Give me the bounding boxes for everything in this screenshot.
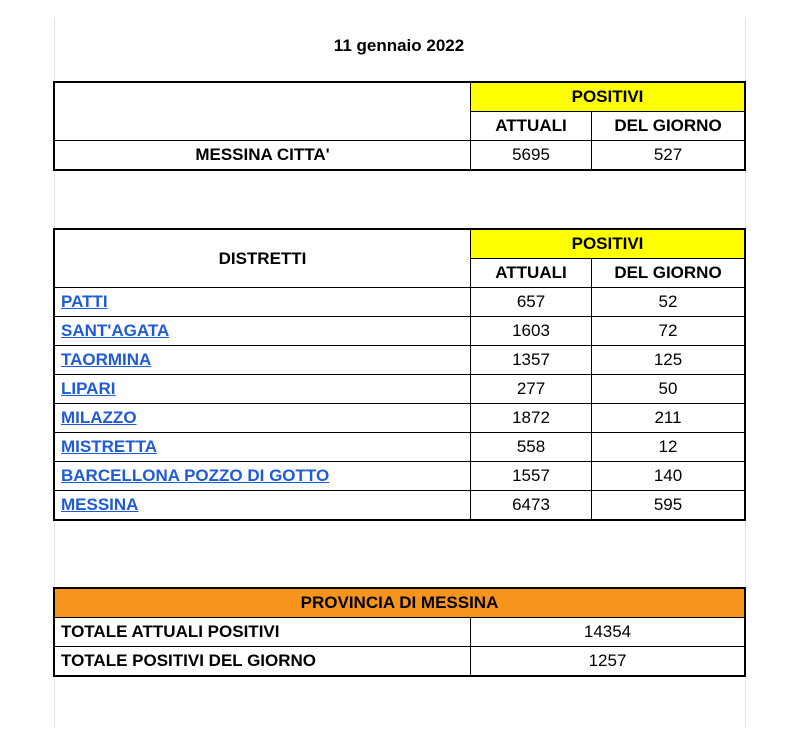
province-table (54, 588, 745, 676)
district-link-barcellona[interactable]: BARCELLONA POZZO DI GOTTO (61, 466, 330, 485)
district-del-giorno: 125 (592, 346, 745, 375)
district-attuali: 277 (471, 375, 592, 404)
district-del-giorno: 595 (592, 491, 745, 520)
district-attuali: 558 (471, 433, 592, 462)
district-cell (55, 317, 471, 346)
districts-col-attuali: ATTUALI (471, 259, 592, 288)
city-del-giorno-value: 527 (592, 141, 745, 170)
district-cell (55, 346, 471, 375)
district-link-mistretta[interactable]: MISTRETTA (61, 437, 158, 456)
districts-header-label: DISTRETTI (55, 230, 471, 288)
city-table (54, 82, 745, 170)
table-row (55, 346, 745, 375)
district-del-giorno: 52 (592, 288, 745, 317)
city-header-empty (55, 83, 471, 141)
district-link-lipari[interactable]: LIPARI (61, 379, 116, 398)
district-link-santagata[interactable]: SANT'AGATA (61, 321, 170, 340)
province-row-label: TOTALE POSITIVI DEL GIORNO (55, 647, 471, 676)
district-attuali: 1603 (471, 317, 592, 346)
province-title: PROVINCIA DI MESSINA (55, 589, 745, 618)
city-attuali-value: 5695 (471, 141, 592, 170)
report-date: 11 gennaio 2022 (333, 36, 465, 55)
district-cell (55, 375, 471, 404)
table-row (55, 404, 745, 433)
district-cell (55, 288, 471, 317)
table-row (55, 618, 745, 647)
table-row (55, 317, 745, 346)
district-del-giorno: 12 (592, 433, 745, 462)
province-row-value: 14354 (471, 618, 745, 647)
province-row-label: TOTALE ATTUALI POSITIVI (55, 618, 471, 647)
districts-table (54, 229, 745, 520)
city-row-label: MESSINA CITTA' (55, 141, 471, 170)
district-del-giorno: 211 (592, 404, 745, 433)
district-cell (55, 433, 471, 462)
district-del-giorno: 140 (592, 462, 745, 491)
city-col-attuali: ATTUALI (471, 112, 592, 141)
districts-positivi-header: POSITIVI (471, 230, 745, 259)
district-attuali: 1557 (471, 462, 592, 491)
districts-col-del-giorno: DEL GIORNO (592, 259, 745, 288)
table-row (55, 462, 745, 491)
province-row-value: 1257 (471, 647, 745, 676)
table-row (55, 433, 745, 462)
table-row (55, 288, 745, 317)
city-positivi-header: POSITIVI (471, 83, 745, 112)
district-link-messina[interactable]: MESSINA (61, 495, 139, 514)
district-del-giorno: 50 (592, 375, 745, 404)
table-row (55, 491, 745, 520)
district-attuali: 6473 (471, 491, 592, 520)
district-attuali: 657 (471, 288, 592, 317)
district-link-milazzo[interactable]: MILAZZO (61, 408, 137, 427)
district-del-giorno: 72 (592, 317, 745, 346)
district-attuali: 1357 (471, 346, 592, 375)
table-row (55, 375, 745, 404)
district-link-taormina[interactable]: TAORMINA (61, 350, 152, 369)
table-row (55, 647, 745, 676)
city-col-del-giorno: DEL GIORNO (592, 112, 745, 141)
district-cell (55, 462, 471, 491)
district-link-patti[interactable]: PATTI (61, 292, 108, 311)
district-attuali: 1872 (471, 404, 592, 433)
district-cell (55, 404, 471, 433)
district-cell (55, 491, 471, 520)
